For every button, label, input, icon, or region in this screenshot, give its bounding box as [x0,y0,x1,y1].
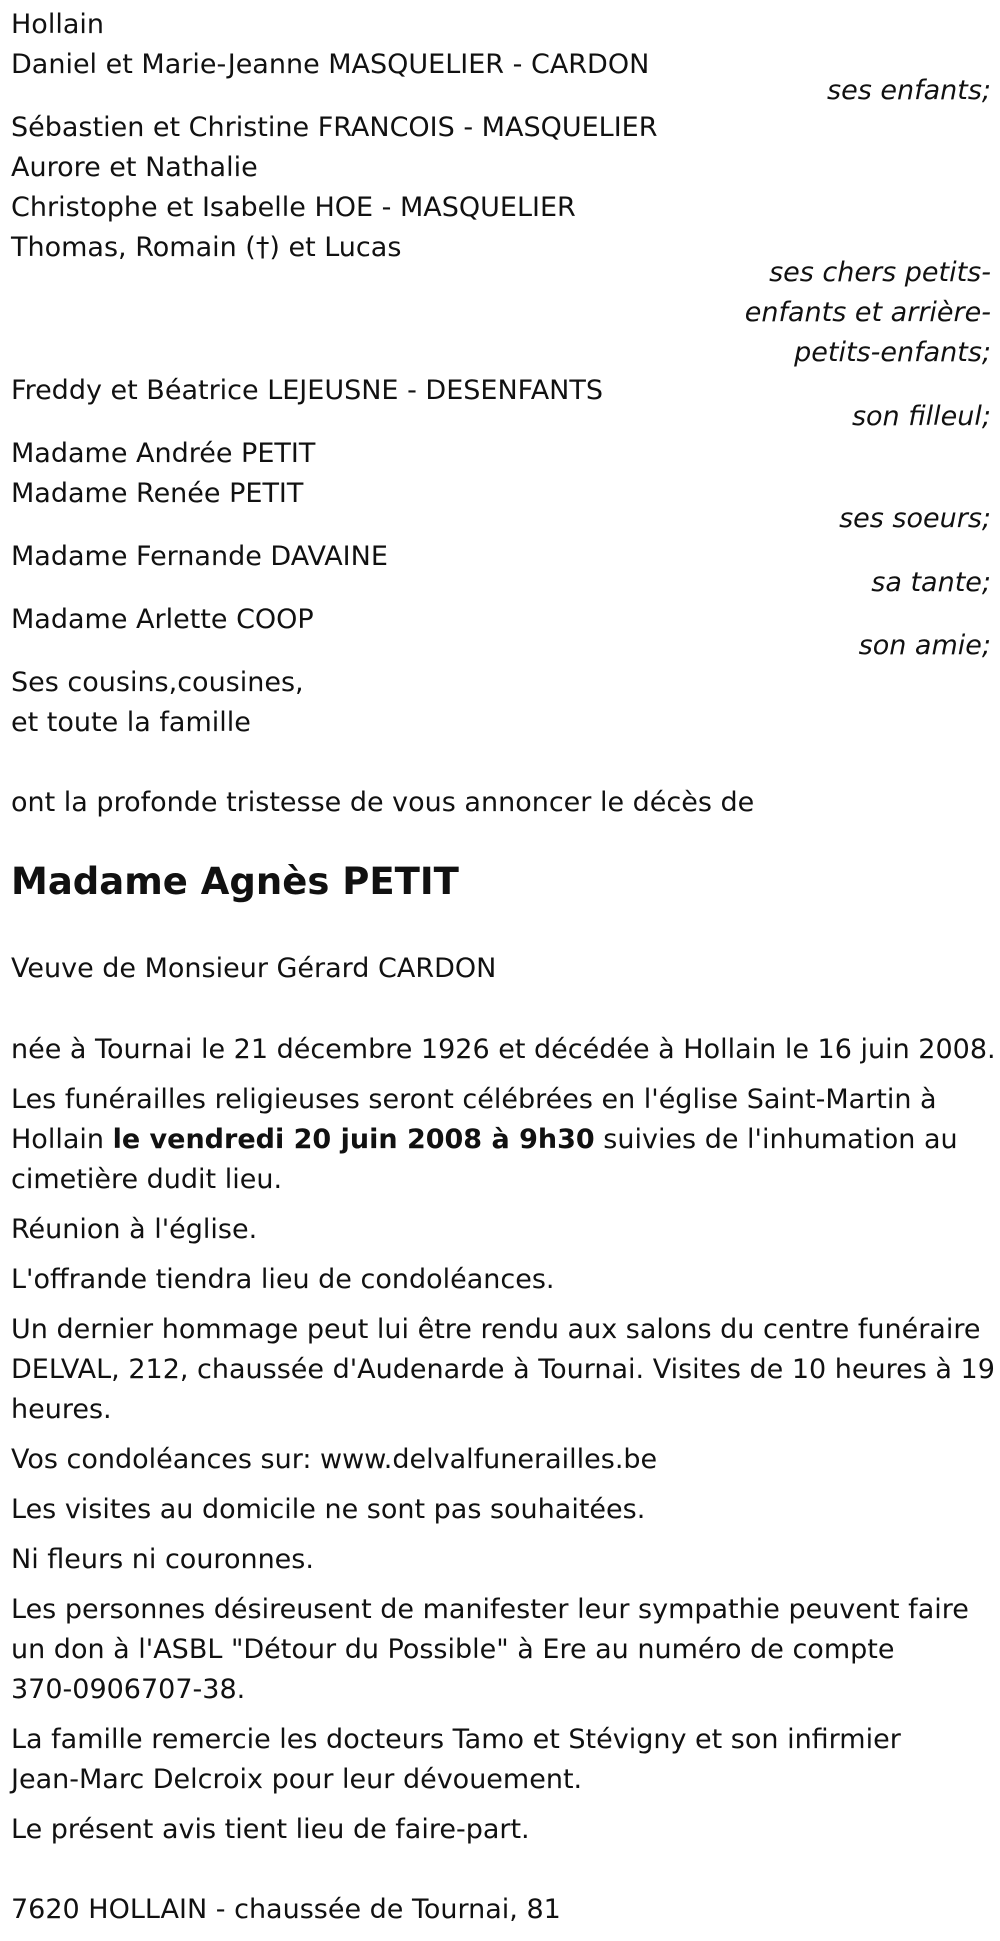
family-name-line: Madame Arlette COOP [11,604,314,635]
family-name-line: Madame Fernande DAVAINE [11,541,388,572]
funeral-text-line: cimetière dudit lieu. [11,1164,283,1195]
thanks-text-line: La famille remercie les docteurs Tamo et Stévigny et son infirmier [11,1724,901,1755]
funeral-suffix: suivies de l'inhumation au [594,1124,958,1155]
family-name-line: Sébastien et Christine FRANCOIS - MASQUELIER [11,112,658,143]
relation-grandchildren: petits-enfants; [794,337,991,368]
deceased-name: Madame Agnès PETIT [11,860,459,903]
relation-children: ses enfants; [827,75,991,106]
family-name-line: Freddy et Béatrice LEJEUSNE - DESENFANTS [11,375,603,406]
condolences-text: Vos condoléances sur: www.delvalfunerailles.be [11,1444,658,1475]
address-text: 7620 HOLLAIN - chaussée de Tournai, 81 [11,1894,561,1925]
funeral-text-line: Les funérailles religieuses seront célébrées en l'église Saint-Martin à [11,1084,937,1115]
visits-text: Les visites au domicile ne sont pas souhaitées. [11,1494,646,1525]
donation-text-line: un don à l'ASBL "Détour du Possible" à Ere au numéro de compte [11,1634,895,1665]
notice-text: Le présent avis tient lieu de faire-part. [11,1814,530,1845]
homage-text-line: heures. [11,1394,112,1425]
family-others-line: et toute la famille [11,707,251,738]
reunion-text: Réunion à l'église. [11,1214,258,1245]
widow-of-text: Veuve de Monsieur Gérard CARDON [11,953,497,984]
offering-text: L'offrande tiendra lieu de condoléances. [11,1264,555,1295]
relation-grandchildren: ses chers petits- [769,257,991,288]
donation-text-line: Les personnes désireusent de manifester leur sympathie peuvent faire [11,1594,969,1625]
donation-text-line: 370-0906707-38. [11,1674,246,1705]
relation-sisters: ses soeurs; [839,503,991,534]
family-name-line: Thomas, Romain (†) et Lucas [11,232,402,263]
relation-godson: son filleul; [851,401,991,432]
relation-grandchildren: enfants et arrière- [744,297,991,328]
flowers-text: Ni fleurs ni couronnes. [11,1544,314,1575]
relation-aunt: sa tante; [871,567,991,598]
family-name-line: Hollain [11,9,104,40]
family-name-line: Madame Andrée PETIT [11,438,316,469]
homage-text-line: Un dernier hommage peut lui être rendu aux salons du centre funéraire [11,1314,981,1345]
homage-text-line: DELVAL, 212, chaussée d'Audenarde à Tournai. Visites de 10 heures à 19 [11,1354,995,1385]
family-name-line: Madame Renée PETIT [11,478,304,509]
announcement-text: ont la profonde tristesse de vous annoncer le décès de [11,787,755,818]
family-others-line: Ses cousins,cousines, [11,667,304,698]
thanks-text-line: Jean-Marc Delcroix pour leur dévouement. [11,1764,583,1795]
family-name-line: Daniel et Marie-Jeanne MASQUELIER - CARDON [11,49,650,80]
relation-friend: son amie; [858,630,991,661]
funeral-text-line [11,1120,958,1160]
family-name-line: Aurore et Nathalie [11,152,258,183]
funeral-prefix: Hollain [11,1124,113,1155]
birth-death-text: née à Tournai le 21 décembre 1926 et décédée à Hollain le 16 juin 2008. [11,1034,996,1065]
funeral-date: le vendredi 20 juin 2008 à 9h30 [112,1124,595,1155]
family-name-line: Christophe et Isabelle HOE - MASQUELIER [11,192,576,223]
